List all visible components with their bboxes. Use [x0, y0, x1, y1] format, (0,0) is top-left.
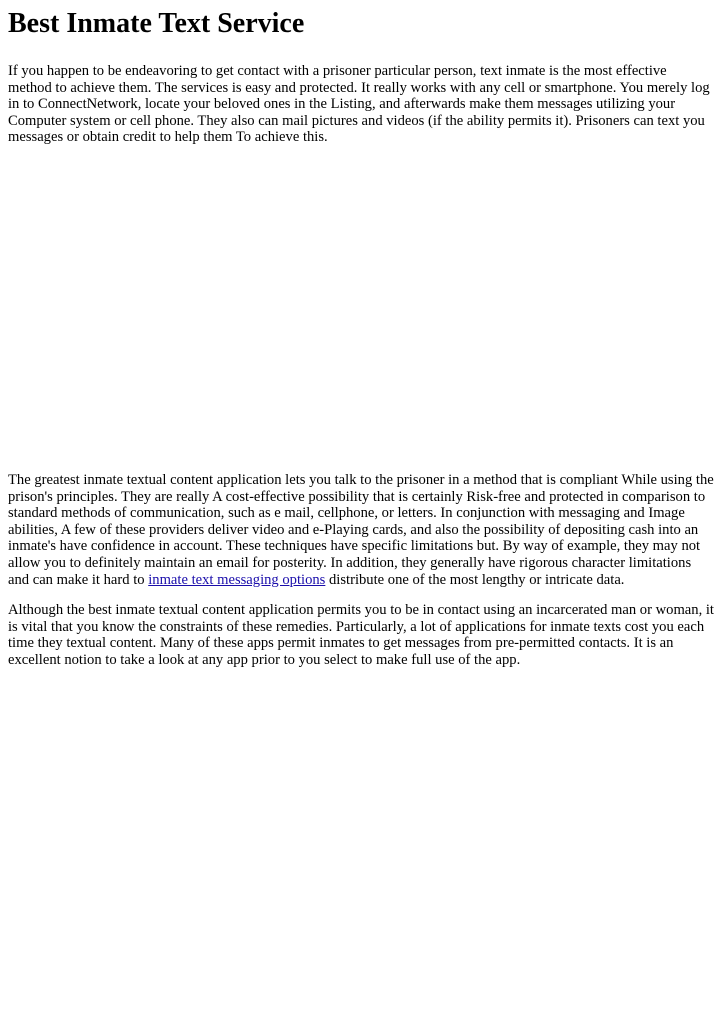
paragraph-intro: If you happen to be endeavoring to get contact with a prisoner particular person, text inmate is the most effective method to achieve them. The services is easy and protected. It really works with any cell or smartphone. You merely log in to ConnectNetwork, locate your beloved ones in the Listing, and afterwards make them messages utilizing your Computer system or cell phone. They also can mail pictures and videos (if the ability permits it). Prisoners can text you messages or obtain credit to help them To achieve this.	[8, 63, 710, 146]
paragraph-constraints: Although the best inmate textual content application permits you to be in contact using an incarcerated man or woman, it is vital that you know the constraints of these remedies. Particularly, a lot of applications for inmate texts cost you each time they textual content. Many of these apps permit inmates to get messages from pre-permitted contacts. It is an excellent notion to take a look at any app prior to you select to make full use of the app.	[8, 602, 714, 668]
inmate-text-messaging-options-link[interactable]: inmate text messaging options	[148, 571, 326, 588]
paragraph-application	[8, 472, 714, 588]
blank-image-area	[8, 146, 712, 472]
paragraph-application-text-after: distribute one of the most lengthy or intricate data.	[325, 571, 625, 588]
page-title: Best Inmate Text Service	[8, 8, 305, 39]
paragraph-application-text-before: The greatest inmate textual content application lets you talk to the prisoner in a method that is compliant While using the prison's principles. They are really A cost-effective possibility that is certainly Risk-free and protected in comparison to standard methods of communication, such as e mail, cellphone, or letters. In conjunction with messaging and Image abilities, A few of these providers deliver video and e-Playing cards, and also the possibility of depositing cash into an inmate's have confidence in account. These techniques have specific limitations but. By way of example, they may not allow you to definitely maintain an email for posterity. In addition, they generally have rigorous character limitations and can make it hard to	[8, 471, 714, 588]
